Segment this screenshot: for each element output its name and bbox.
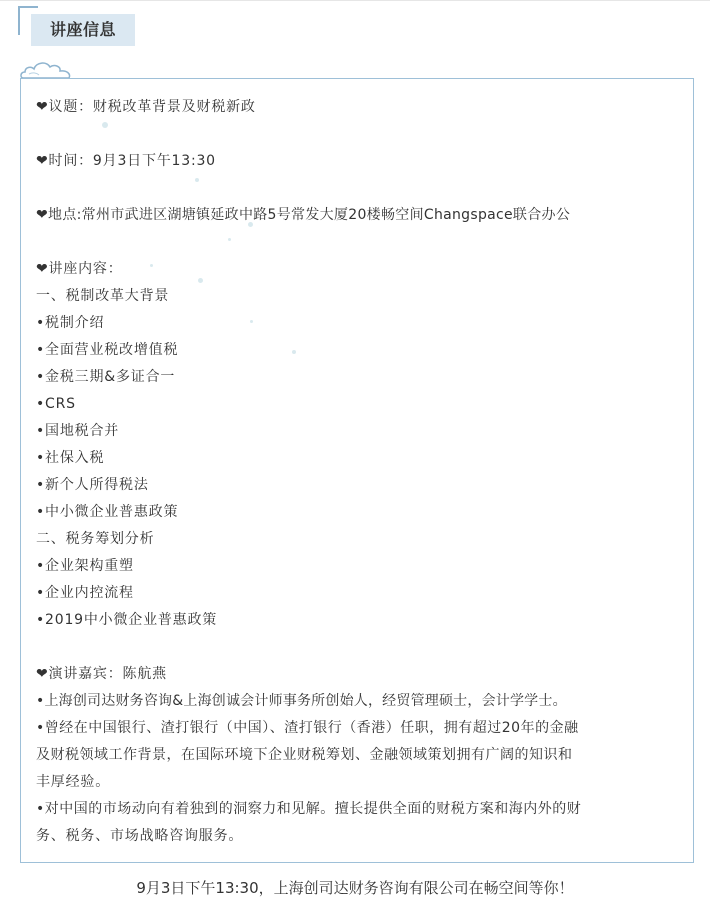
bio-line: 丰厚经验。 (36, 774, 110, 790)
list-item: •新个人所得税法 (36, 477, 149, 493)
list-item: •国地税合并 (36, 423, 120, 439)
decorative-dot (195, 178, 199, 182)
decorative-dot (102, 122, 108, 128)
venue-line (36, 205, 570, 225)
bio-line: •对中国的市场动向有着独到的洞察力和见解。擅长提供全面的财税方案和海内外的财 (36, 801, 582, 817)
decorative-dot (150, 264, 153, 267)
time-line (36, 151, 216, 171)
list-item: •全面营业税改增值税 (36, 342, 179, 358)
list-item: •企业架构重塑 (36, 558, 134, 574)
section-title: 讲座信息 (49, 20, 116, 39)
top-divider (0, 0, 710, 1)
section-title-tab (31, 14, 135, 46)
bio-line: •上海创司达财务咨询&上海创诚会计师事务所创始人，经贸管理硕士，会计学学士。 (36, 693, 567, 709)
list-item: •社保入税 (36, 450, 105, 466)
time-text: 时间：9月3日下午13:30 (48, 153, 216, 169)
list-item: •金税三期&多证合一 (36, 369, 176, 385)
venue-text: 地点:常州市武进区湖塘镇延政中路5号常发大厦20楼畅空间Changspace联合办公 (48, 207, 571, 223)
decorative-dot (228, 238, 231, 241)
part1-heading: 一、税制改革大背景 (36, 288, 170, 304)
content-heading-line (36, 259, 123, 279)
heart-icon: ❤ (36, 153, 49, 169)
decorative-dot (292, 350, 296, 354)
list-item: •CRS (36, 396, 76, 412)
list-item: •2019中小微企业普惠政策 (36, 612, 218, 628)
heart-icon: ❤ (36, 666, 49, 682)
content-heading: 讲座内容： (48, 261, 123, 277)
decorative-dot (250, 320, 253, 323)
part2-heading: 二、税务筹划分析 (36, 531, 155, 547)
bio-line: 务、税务、市场战略咨询服务。 (36, 828, 244, 844)
heart-icon: ❤ (36, 261, 49, 277)
bio-line: •曾经在中国银行、渣打银行（中国）、渣打银行（香港）任职，拥有超过20年的金融 (36, 720, 579, 736)
bio-line: 及财税领域工作背景，在国际环境下企业财税筹划、金融领域策划拥有广阔的知识和 (36, 747, 573, 763)
footer-invitation: 9月3日下午13:30，上海创司达财务咨询有限公司在畅空间等你！ (136, 879, 574, 897)
speaker-heading-line (36, 664, 167, 684)
decorative-dot (198, 278, 203, 283)
topic-line (36, 97, 256, 117)
list-item: •税制介绍 (36, 315, 105, 331)
list-item: •中小微企业普惠政策 (36, 504, 179, 520)
heart-icon: ❤ (36, 207, 49, 223)
heart-icon: ❤ (36, 99, 49, 115)
speaker-heading: 演讲嘉宾：陈航燕 (48, 666, 167, 682)
list-item: •企业内控流程 (36, 585, 134, 601)
topic-text: 议题：财税改革背景及财税新政 (48, 99, 256, 115)
